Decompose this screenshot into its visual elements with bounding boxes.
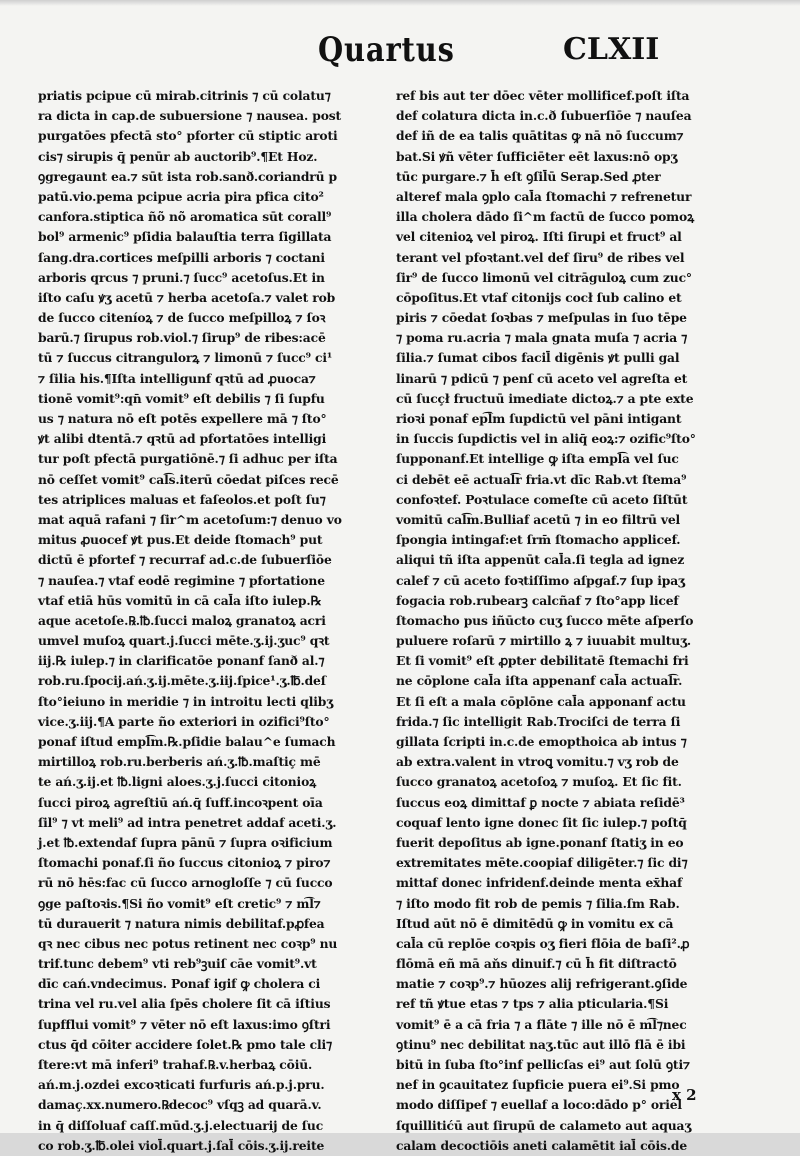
text-line: ſang.dra.cortices meſpilli arboris ⁊ coctani (38, 249, 325, 265)
text-line: arboris qrcus ⁊ pruni.⁊ ſucc⁹ acetoſus.Et in (38, 269, 325, 285)
text-line: j.et ℔.extendaf ſupra pānū ⁊ ſupra oꝛificium (38, 834, 333, 850)
text-line: fuerit depoſitus ab igne.ponanf ſtatiʒ in eo (396, 834, 684, 850)
text-line: co rob.ʒ.℔.olei viol̄.quart.j.ſal̄ cōis.ʒ.ij.reite (38, 1137, 325, 1153)
text-line: dictū ē pfortef ⁊ recurraf ad.c.de ſubuerſiōe (38, 552, 332, 568)
text-line: alteref mala ꝯplo cal̄a ſtomachi ⁊ refrenetur (396, 188, 692, 204)
text-line: ſto°ieiuno in meridie ⁊ in introitu lecti qlibʒ (38, 693, 334, 709)
text-line: puluere roſarū ⁊ mirtillo ꝝ ⁊ iuuabit multuʒ. (396, 633, 692, 649)
text-line: mat aquā rafani ⁊ ſir^m acetoſum:⁊ denuo vo (38, 511, 342, 527)
text-line: ſupfflui vomit⁹ ⁊ vēter nō eſt laxus:imo ꝯſtri (38, 1016, 331, 1032)
text-line: flōmā eñ mā aňs dinuif.⁊ cū h̄ fit diſtractō (396, 956, 677, 972)
text-line: cū ſucçł fructuū imediate dictoꝝ.⁊ a pte exte (396, 390, 694, 406)
text-line: de ſucco citeníoꝝ ⁊ de ſucco meſpilloꝝ ⁊ ſoꝛ (38, 310, 326, 326)
text-line: mittaf donec infridenf.deinde menta ex̄haf (396, 875, 683, 891)
text-line: umvel muſoꝝ quart.j.ſucci mēte.ʒ.ij.ʒuc⁹ qꝛt (38, 633, 330, 649)
running-head: Quartus (318, 30, 455, 70)
text-line: dīc cań.vndecimus. Ponaf igif ꝙ cholera ci (38, 976, 321, 992)
page-edge-shadow (0, 0, 800, 6)
text-line: linarū ⁊ pdicū ⁊ penſ cū aceto vel agreſta et (396, 370, 688, 386)
signature-mark: x 2 (672, 1086, 697, 1104)
text-line: purgatōes pfectā sto° pforter cū stiptic aroti (38, 128, 338, 144)
text-line: tūc purgare.⁊ h̄ eſt ꝯſil̄ū Serap.Sed ꝓter (396, 168, 661, 184)
text-line: modo diſſipef ⁊ euellaf a loco:dādo p° oriel (396, 1097, 682, 1113)
text-line: gillata ſcripti in.c.de emopthoica ab intus ⁊ (396, 734, 687, 749)
text-line: ci debēt eē actual͡r fria.vt dīc Rab.vt ſtema⁹ (396, 471, 687, 487)
text-line: tū ⁊ ſuccus citrangulorꝝ ⁊ limonū ⁊ ſucc⁹ ci¹ (38, 350, 333, 366)
text-line: iſto caſu ꝟʒ acetū ⁊ herba acetoſa.⁊ valet rob (38, 289, 336, 305)
text-line: ſir⁹ de ſucco limonū vel citrāguloꝝ cum zuc° (396, 269, 692, 285)
text-line: qꝛ nec cibus nec potus retinent nec coꝛp⁹ nu (38, 935, 338, 951)
page-header (0, 28, 800, 78)
text-line: ſuccus eoꝝ dimittaf ꝑ nocte ⁊ abiata reſidē³ (396, 794, 685, 810)
text-line: confoꝛtef. Poꝛtulace comeſte cū aceto ſiſtūt (396, 491, 688, 507)
text-line: fogacia rob.rubearꝫ calcñaf ⁊ ſto°app licef (396, 592, 679, 608)
text-line: nef in ꝯcauitatez ſupficie puera ei⁹.Si pmo (396, 1077, 680, 1093)
text-line: ra dicta in cap.de subuersione ⁊ nausea. post (38, 108, 342, 124)
left-text-column (38, 86, 390, 1153)
text-line: vomitū cal͡m.Bulliaf acetū ⁊ in eo filtrū vel (396, 511, 681, 527)
text-line: Iſtud aūt nō ē dimitēdū ꝙ in vomitu ex cā (396, 915, 674, 931)
text-line: cis⁊ sirupis q̄ penūr ab auctorib⁹.¶Et Hoz. (38, 148, 318, 164)
folio-number: CLXII (563, 32, 660, 67)
text-line: iij.℞ iulep.⁊ in clarificatōe ponanf ſanð al.⁊ (38, 653, 325, 669)
text-line: ab extra.valent in vtroꝗ vomitu.⁊ vʒ rob de (396, 754, 679, 770)
text-line: calef ⁊ cū aceto foꝛtiſſimo aſpgaf.⁊ ſup ipaʒ (396, 572, 685, 588)
text-line: ꝯge paſtoꝛis.¶Si ño vomit⁹ eſt cretic⁹ ⁊ m͡l⁊ (38, 895, 321, 911)
text-line: bat.Si ꝟñ vēter ſufficiēter eēt laxus:nō opʒ (396, 148, 678, 164)
text-line: ⁊ ſilia his.¶Iſta intelligunf qꝛtū ad ꝓuoca⁊ (38, 370, 316, 386)
text-line: mitus ꝓuocef ꝟt pus.Et deide ſtomach⁹ put (38, 532, 323, 548)
text-line: tes atriplices maluas et faſeolos.et poſt ſu⁊ (38, 491, 326, 507)
text-line: priatis pcipue cū mirab.citrinis ⁊ cū colatu⁊ (38, 88, 331, 103)
text-line: barū.⁊ ſirupus rob.viol.⁊ ſirup⁹ de ribes:acē (38, 330, 326, 346)
text-line: ſil⁹ ⁊ vt meli⁹ ad intra penetret addaf aceti.ʒ. (38, 814, 337, 830)
text-line: coquaf lento igne donec ſit ſic iulep.⁊ poſtq̄ (396, 814, 687, 830)
text-line: ponaf iſtud empl͡m.℞.pſidie balau^e ſumach (38, 734, 336, 749)
text-line: ſupponanf.Et intellige ꝙ iſta empl͡a vel ſuc (396, 451, 679, 467)
text-line: vtaf etiā hūs vomitū in cā cal̄a iſto iulep.℞ (38, 592, 322, 608)
text-line: trif.tunc debem⁹ vti reb⁹ꝫuiſ cāe vomit⁹.vt (38, 956, 317, 972)
text-line: ⁊ iſto modo fit rob de pemis ⁊ ſilia.ſm Rab. (396, 895, 680, 911)
text-line: aque acetoſe.℞.℔.ſucci maloꝝ granatoꝝ acri (38, 612, 326, 628)
text-line: ſtere:vt mā inferi⁹ trahaf.℞.v.herbaꝝ cōiū. (38, 1057, 313, 1072)
text-line: ⁊ poma ru.acria ⁊ mala gnata muſa ⁊ acria ⁊ (396, 330, 688, 346)
text-line: extremitates mēte.coopiaf diligēter.⁊ ſic di⁊ (396, 855, 688, 871)
text-line: ſtomachi ponaf.ſi ño ſuccus citonioꝝ ⁊ piro⁊ (38, 855, 331, 871)
text-line: def iñ de ea talis quātitas ꝙ nā nō ſuccum⁊ (396, 128, 684, 144)
text-line: ań.m.j.ozdei excoꝛticati furfuris ań.p.j.pru. (38, 1077, 325, 1093)
text-line: rū nō hēs:fac cū ſucco arnogloſſe ⁊ cū ſucco (38, 875, 333, 891)
text-line: bol⁹ armenic⁹ pſidia balauſtia terra ſigillata (38, 229, 332, 245)
text-line: ⁊ nauſea.⁊ vtaf eodē regimine ⁊ pfortatione (38, 572, 325, 588)
text-line: cal̄a cū replōe coꝛpis oʒ fieri flōia de baſi².ꝓ (396, 935, 690, 951)
text-line: ſucco granatoꝝ acetoſoꝝ ⁊ muſoꝝ. Et ſic fit. (396, 774, 682, 790)
text-line: cōpoſitus.Et vtaf citonijs cocł ſub calino et (396, 289, 682, 305)
text-line: in ſuccis ſupdictis vel in aliq̄ eoꝝ:⁊ ozific⁹ſto° (396, 431, 696, 447)
text-line: vel citenioꝝ vel piroꝝ. Iſti ſirupi et fruct⁹ al (396, 229, 682, 245)
text-line: tur poſt pfectā purgatiōnē.⁊ ſi adhuc per iſta (38, 451, 338, 467)
text-line: ſpongia intingaf:et ſrm̄ ſtomacho applicef. (396, 532, 681, 548)
text-line: patū.vio.pema pcipue acria pira pfica cito² (38, 188, 324, 204)
text-line: ꝯtinu⁹ nec debilitat naʒ.tūc aut illō flā ē ibi (396, 1036, 686, 1052)
text-line: Et ſi vomit⁹ eſt ꝓpter debilitatē ſtemachi fri (396, 653, 689, 669)
text-line: bitū in ſuba ſto°inf pellicſas ei⁹ aut ſolū ꝯti⁊ (396, 1057, 690, 1072)
text-line: terant vel pfoꝛtant.vel def ſiru⁹ de ribes vel (396, 249, 685, 265)
text-line: ctus q̄d cōiter accidere ſolet.℞ pmo tale cli⁊ (38, 1036, 332, 1052)
text-line: ſtomacho pus iñūcto cuʒ ſucco mēte aſperſo (396, 612, 694, 628)
text-line: ref bis aut ter dōec vēter mollificef.poſt iſta (396, 88, 690, 103)
text-line: canfora.stiptica ñõ nõ aromatica sūt corall⁹ (38, 209, 332, 225)
text-line: rob.ru.ſpocij.ań.ʒ.ij.mēte.ʒ.iij.ſpice¹.ʒ.℔.deſ (38, 673, 326, 689)
text-line: tionē vomit⁹:qn̄ vomit⁹ eſt debilis ⁊ ſi ſupfu (38, 390, 325, 406)
text-line: vomit⁹ ē a cā fria ⁊ a flāte ⁊ ille nō ē m͡l⁊nec (396, 1016, 687, 1032)
text-line: ſquillitićū aut ſirupū de calameto aut aquaʒ (396, 1117, 692, 1133)
text-line: in q̄ diſſoluaf caſſ.mūd.ʒ.j.electuarij de ſuc (38, 1117, 324, 1133)
text-line: piris ⁊ cōedat ſoꝛbas ⁊ meſpulas in ſuo tēpe (396, 310, 687, 326)
text-line: ſilia.⁊ ſumat cibos facil̄ digēnis ꝟt pulli gal (396, 350, 680, 366)
text-line: rioꝛi ponaf ep͡l̄m ſupdictū vel pāni intigant (396, 411, 682, 426)
text-line: frida.⁊ ſic intelligit Rab.Trociſci de terra ſi (396, 713, 681, 729)
text-line: ne cōplone cal̄a iſta appenanf cal̄a actual͡r. (396, 673, 683, 689)
text-line: Et ſi eſt a mala cōplōne cal̄a apponanf actu (396, 693, 686, 709)
text-line: te ań.ʒ.ij.et ℔.ligni aloes.ʒ.j.ſucci citonioꝝ (38, 774, 317, 790)
text-line: tū durauerit ⁊ natura nimis debilitaf.pꝓfea (38, 915, 325, 931)
text-line: damaç.xx.numero.℞decoc⁹ vſqꝫ ad quarā.v. (38, 1097, 322, 1113)
text-line: calam decoctiōis aneti calamētit ial̄ cōis.de (396, 1137, 687, 1153)
text-line: aliqui tñ iſta appenūt cal̄a.ſi tegla ad ignez (396, 552, 685, 568)
text-line: us ⁊ natura nō eſt potēs expellere mā ⁊ ſto° (38, 411, 327, 426)
text-line: nō ceſſet vomit⁹ cal͡s.iterū cōedat piſces recē (38, 471, 339, 487)
text-line: matie ⁊ coꝛp⁹.⁊ hūozes alij refrigerant.ꝯſide (396, 976, 688, 992)
text-line: ꝟt alibi dtentā.⁊ qꝛtū ad pfortatōes intelligi (38, 431, 327, 447)
text-line: illa cholera dādo ſi^m factū de ſucco pomoꝝ (396, 209, 695, 225)
text-line: trina vel ru.vel alia ſpēs cholere ſit cā iſtius (38, 996, 331, 1012)
text-line: ref tñ ꝟtue etas ⁊ tps ⁊ alia pticularia.¶Si (396, 996, 669, 1012)
text-line: ſucci piroꝝ agreſtiū ań.q̄ ſuff.incoꝛpent oīa (38, 794, 323, 810)
text-line: def colatura dicta in.c.ð ſubuerſiōe ⁊ nauſea (396, 108, 692, 124)
text-line: mirtilloꝝ rob.ru.berberis ań.ʒ.℔.maſtiç mē (38, 754, 321, 770)
text-line: ꝯgregaunt ea.⁊ sūt ista rob.sanð.coriandrū p (38, 168, 337, 184)
text-line: vice.ʒ.iij.¶A parte ño exteriori in ozifici⁹ſto° (38, 713, 330, 729)
